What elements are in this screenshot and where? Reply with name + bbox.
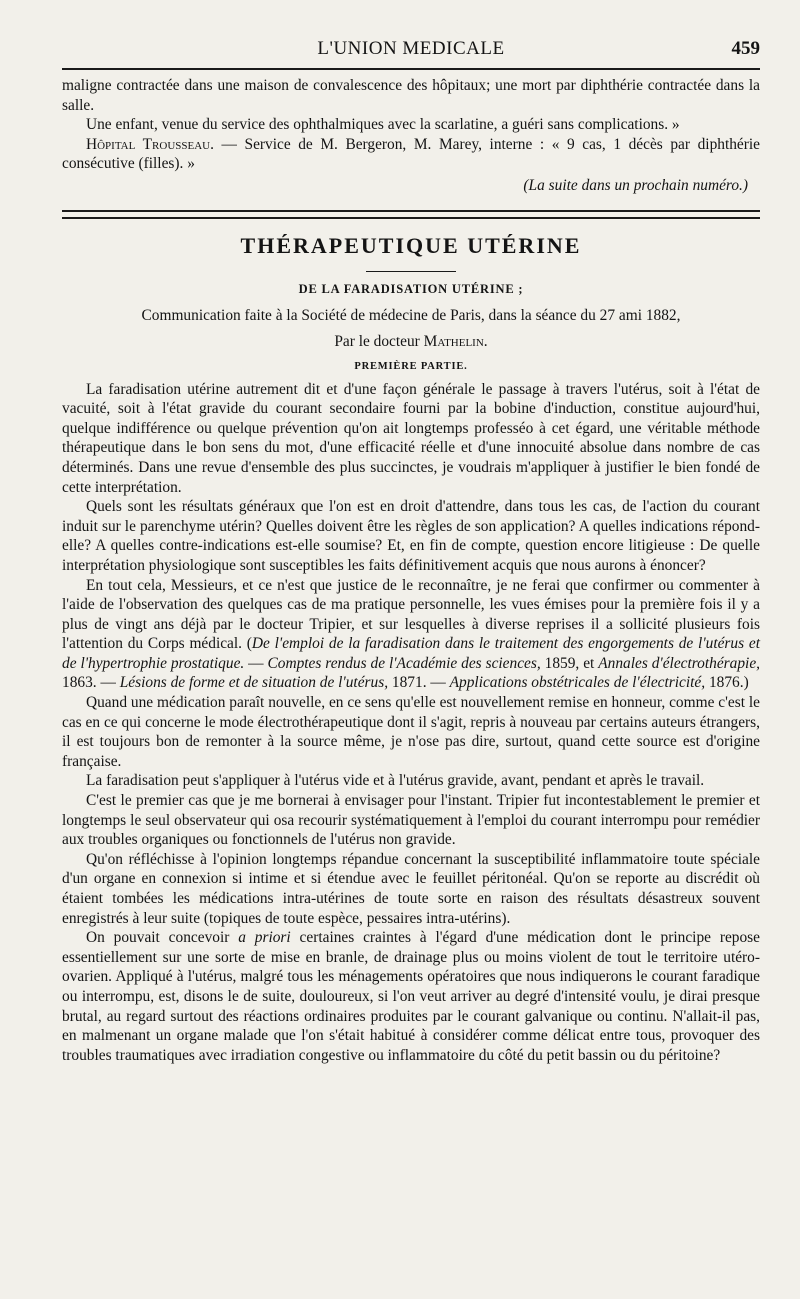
paragraph-text: certaines craintes à l'égard d'une médication dont le principe repose essentiellement sur une sorte de mise en branle, de drainage plus ou moins violent de tout le territoire utéro-ovarien. Appliqué à l'utérus, malgré tous les ménagements opératoires que nous indiquerons le courant faradique ou interrompu, est, disons le de suite, douloureux, si l'on veut arriver au degré d'intensité voulu, je dirai presque brutal, au regard surtout des réactions ordinaires produites par le courant galvanique ou continu. N'allait-il pas, en malmenant un organe malade que l'on s'était habitué à considérer comme délicat entre tous, provoquer des troubles traumatiques avec irradiation congestive ou inflammatoire du côté du petit bassin ou du péritoine? [62,929,760,1064]
reference-year: 1863. — [62,674,120,692]
reference-year: 1876.) [705,674,749,692]
page-number: 459 [731,38,760,59]
author-name: Mathelin. [423,332,488,350]
body-paragraph: Quels sont les résultats généraux que l'on est en droit d'attendre, dans tous les cas, de l'action du courant induit sur le parenchyme utérin? Quelles doivent être les règles de son application? A quelles indications répond-elle? A quelles contre-indications est-elle soumise? Et, en fin de compte, question encore litigieuse : De quelle interprétation physiologique sont susceptibles les faits définitivement acquis que nous aurons à énoncer? [62,498,760,574]
reference-title: De l'emploi de la faradisation dans le traitement des engorgements de l'utérus et de l'hypertrophie prostatique. [62,635,760,672]
body-paragraph [62,576,760,694]
paragraph-text: En tout cela, Messieurs, et ce n'est que justice de le reconnaître, je ne ferai que confirmer ou commenter à l'aide de l'observation des quelques cas de ma pratique personnelle, les vues émises pour la première fois il y a plus de vingt ans déjà par le docteur Tripier, et sur lesquelles à diverse reprises il a sollicité plusieurs fois l'attention du Corps médical. ( [62,576,760,653]
author-prefix: Par le docteur [334,332,424,350]
continuation-block [62,68,760,196]
author-line [62,333,760,351]
section-divider [62,210,760,219]
article-body [62,380,760,1066]
body-paragraph: C'est le premier cas que je me bornerai à envisager pour l'instant. Tripier fut incontestablement le premier et longtemps le seul observateur qui osa recourir systématiquement à l'emploi du courant interrompu pour remédier aux troubles organiques ou fonctionnels de l'utérus non gravide. [62,792,760,849]
part-heading: PREMIÈRE PARTIE. [354,360,468,372]
latin-phrase: a priori [238,929,291,947]
reference-separator: — [244,654,268,672]
body-paragraph [62,928,760,1065]
running-head [62,30,760,68]
body-paragraph: La faradisation peut s'appliquer à l'utérus vide et à l'utérus gravide, avant, pendant et après le travail. [86,772,705,790]
body-paragraph: Quand une médication paraît nouvelle, en ce sens qu'elle est nouvellement remise en honneur, comme c'est le cas en ce qui concerne le mode électrothérapeutique dont il s'agit, repris à nouveau par certains auteurs étrangers, il est toujours bon de remonter à la source même, je n'ose pas dire, surtout, quand cette source est d'origine française. [62,694,760,770]
section-title: THÉRAPEUTIQUE UTÉRINE [240,232,582,258]
communication-line: Communication faite à la Société de médecine de Paris, dans la séance du 27 ami 1882, [141,306,681,324]
continuation-paragraph [62,135,760,174]
body-paragraph: Qu'on réfléchisse à l'opinion longtemps répandue concernant la susceptibilité inflammatoire toute spéciale d'un organe en connexion si intime et si étendue avec le feuillet péritonéal. Qu'on se reporte au discrédit où étaient tombées les médications intra-utérines de toute sorte en raison des résultats désastreux souvent enregistrés à leur suite (topiques de toute espèce, pessaires intra-utérins). [62,850,760,927]
body-paragraph: La faradisation utérine autrement dit et d'une façon générale le passage à travers l'utérus, soit à l'état de vacuité, soit à l'état gravide du courant secondaire fourni par la bobine d'induction, constitue aujourd'hui, quelque indifférence ou quelque prévention qu'on ait longtemps professéo à cet égard, une véritable méthode thérapeutique dans le bon sens du mot, d'une efficacité réelle et d'une innocuité absolue dans nombre de cas déterminés. Dans une revue d'ensemble des plus succinctes, je voudrais m'appliquer à justifier le bien fondé de cette interprétation. [62,380,760,496]
reference-year: 1871. — [388,674,450,692]
to-be-continued-note: (La suite dans un prochain numéro.) [523,176,748,194]
article-title: DE LA FARADISATION UTÉRINE ; [298,281,524,296]
reference-title: Lésions de forme et de situation de l'utérus, [119,674,389,692]
header-rule [62,68,760,70]
paragraph-text: On pouvait concevoir [86,929,239,947]
running-title: L'UNION MEDICALE [317,38,505,59]
reference-title: Applications obstétricales de l'électricité, [449,674,706,692]
reference-title: Annales d'électrothérapie, [598,654,761,672]
continuation-paragraph: Une enfant, venue du service des ophthalmiques avec la scarlatine, a guéri sans complications. » [86,116,680,134]
hospital-report: — Service de M. Bergeron, M. Marey, interne : « 9 cas, 1 décès par diphthérie consécutive (filles). » [62,135,760,173]
title-rule [366,271,456,272]
reference-year: 1859, et [540,654,599,672]
continuation-paragraph: maligne contractée dans une maison de convalescence des hôpitaux; une mort par diphthérie contractée dans la salle. [62,77,760,114]
hospital-name: Hôpital Trousseau. [86,135,214,153]
reference-title: Comptes rendus de l'Académie des sciences, [267,654,541,672]
